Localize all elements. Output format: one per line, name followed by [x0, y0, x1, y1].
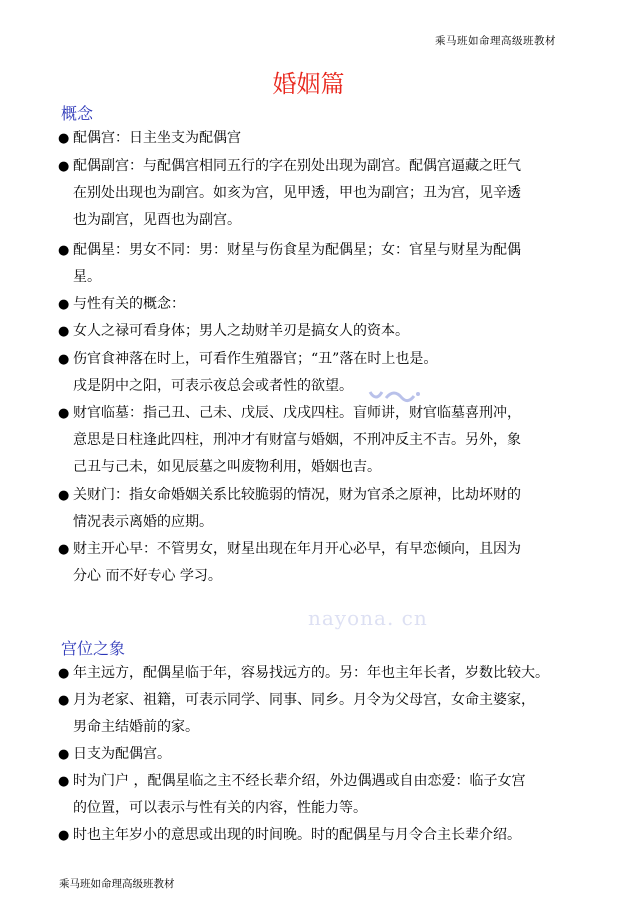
section-heading-concept: 概念 — [61, 104, 94, 123]
list-item — [58, 153, 578, 234]
list-item — [58, 346, 578, 400]
list-item-text: 时为门户 ，配偶星临之主不经长辈介绍，外边偶遇或自由恋爱：临子女宫 — [73, 773, 526, 789]
bullet-icon: ● — [58, 243, 70, 258]
list-item-text: 月为老家、祖籍，可表示同学、同事、同乡。月令为父母宫，女命主婆家， — [73, 692, 535, 708]
list-item — [58, 536, 578, 590]
watermark-logo-icon — [368, 386, 422, 406]
list-item-line — [58, 795, 578, 822]
list-item-line — [58, 207, 578, 234]
list-item — [58, 482, 578, 536]
list-item-text: 己丑与己未，如见辰墓之叫废物利用，婚姻也吉。 — [73, 459, 381, 475]
list-item-line — [58, 687, 578, 714]
list-item-text: 财官临墓：指己丑、己未、戊辰、戊戌四柱。盲师讲，财官临墓喜刑冲， — [73, 405, 521, 421]
list-item — [58, 687, 578, 741]
list-item-text: 的位置，可以表示与性有关的内容，性能力等。 — [73, 800, 367, 816]
list-item-line — [58, 400, 578, 427]
list-item — [58, 400, 578, 481]
bullet-icon: ● — [58, 828, 70, 843]
bullet-icon: ● — [58, 693, 70, 708]
bullet-icon: ● — [58, 774, 70, 789]
bullet-icon: ● — [58, 666, 70, 681]
bullet-icon: ● — [58, 159, 70, 174]
list-item-text: 伤官食神落在时上，可看作生殖器官；“丑”落在时上也是。 — [73, 351, 438, 367]
list-item-text: 星。 — [73, 269, 101, 285]
list-item-text: 配偶星：男女不同：男：财星与伤食星为配偶星；女：官星与财星为配偶 — [73, 242, 521, 258]
list-item-text: 配偶副宫：与配偶宫相同五行的字在别处出现为副宫。配偶宫逼藏之旺气 — [73, 158, 521, 174]
watermark-text: nayona. cn — [308, 606, 428, 630]
list-item-text: 戌是阴中之阳，可表示夜总会或者性的欲望。 — [73, 378, 353, 394]
list-item-line — [58, 454, 578, 481]
list-item-line — [58, 536, 578, 563]
list-item — [58, 237, 578, 291]
list-item-line — [58, 768, 578, 795]
list-item-text: 女人之禄可看身体；男人之劫财羊刃是搞女人的资本。 — [73, 323, 409, 339]
list-item — [58, 741, 578, 768]
list-item-text: 也为副宫，见酉也为副宫。 — [73, 212, 241, 228]
list-item-text: 意思是日柱逢此四柱，刑冲才有财富与婚姻，不刑冲反主不吉。另外，象 — [73, 432, 521, 448]
list-item-line — [58, 318, 578, 345]
list-item — [58, 822, 578, 849]
bullet-icon: ● — [58, 542, 70, 557]
list-item-line — [58, 264, 578, 291]
bullet-icon: ● — [58, 406, 70, 421]
section-heading-palace: 宫位之象 — [61, 639, 126, 658]
list-item-text: 男命主结婚前的家。 — [73, 719, 199, 735]
list-item — [58, 318, 578, 345]
list-item — [58, 291, 578, 318]
list-item-line — [58, 153, 578, 180]
bullet-icon: ● — [58, 131, 70, 146]
page-header: 乘马班如命理高级班教材 — [435, 35, 556, 47]
list-item-text: 关财门：指女命婚姻关系比较脆弱的情况，财为官杀之原神，比劫坏财的 — [73, 487, 521, 503]
bullet-icon: ● — [58, 324, 70, 339]
list-item-line — [58, 291, 578, 318]
list-item-line — [58, 427, 578, 454]
list-item-line — [58, 482, 578, 509]
bullet-icon: ● — [58, 297, 70, 312]
list-item — [58, 660, 578, 687]
list-item-text: 配偶宫：日主坐支为配偶宫 — [73, 130, 241, 146]
list-item — [58, 768, 578, 822]
list-item-line — [58, 180, 578, 207]
bullet-icon: ● — [58, 488, 70, 503]
page-footer: 乘马班如命理高级班教材 — [59, 878, 175, 890]
list-item-line — [58, 346, 578, 373]
list-item-line — [58, 373, 578, 400]
list-item — [58, 125, 578, 152]
page-title: 婚姻篇 — [272, 70, 345, 98]
list-item-text: 情况表示离婚的应期。 — [73, 514, 213, 530]
list-item-text: 分心 而不好专心 学习。 — [73, 568, 222, 584]
list-item-line — [58, 563, 578, 590]
list-item-line — [58, 237, 578, 264]
list-item-text: 日支为配偶宫。 — [73, 746, 171, 762]
list-item-text: 年主远方，配偶星临于年，容易找远方的。另：年也主年长者，岁数比较大。 — [73, 665, 549, 681]
list-item-line — [58, 125, 578, 152]
list-item-line — [58, 741, 578, 768]
list-item-line — [58, 714, 578, 741]
list-item-line — [58, 660, 578, 687]
list-item-text: 在别处出现也为副宫。如亥为宫，见甲透，甲也为副宫；丑为宫，见辛透 — [73, 185, 521, 201]
list-item-text: 时也主年岁小的意思或出现的时间晚。时的配偶星与月令合主长辈介绍。 — [73, 827, 521, 843]
bullet-icon: ● — [58, 352, 70, 367]
list-item-text: 与性有关的概念： — [73, 296, 185, 312]
list-item-line — [58, 822, 578, 849]
list-item-text: 财主开心早：不管男女，财星出现在年月开心必早，有早恋倾向，且因为 — [73, 541, 521, 557]
list-item-line — [58, 509, 578, 536]
bullet-icon: ● — [58, 747, 70, 762]
